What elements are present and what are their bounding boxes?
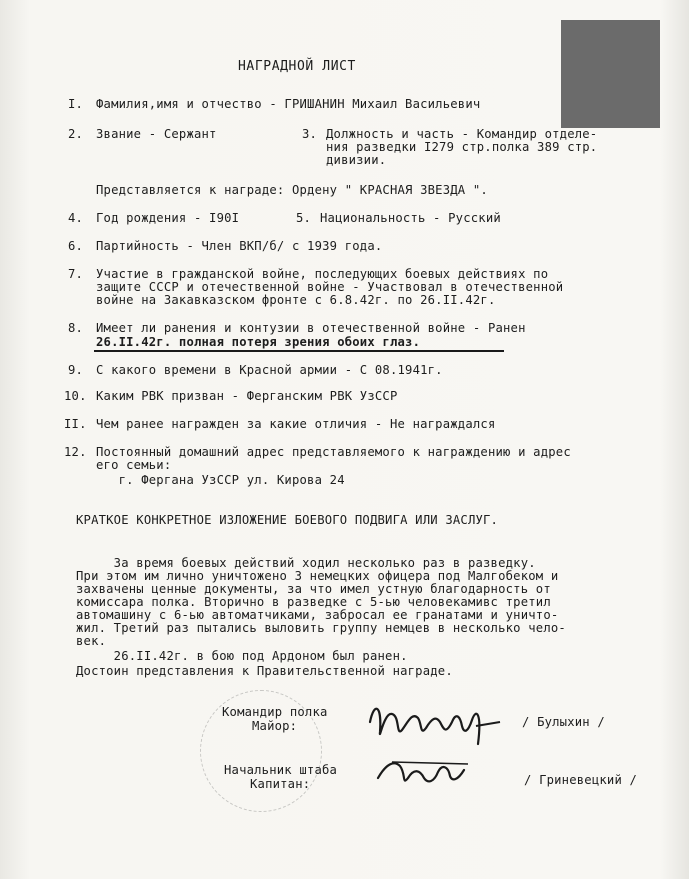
item-3-line: Должность и часть - Командир отделе- xyxy=(326,127,598,141)
narrative-line: автомашину с 6-ью автоматчиками, забросал ее гранатами и уничто- xyxy=(76,608,559,622)
signatory-rank: Капитан: xyxy=(250,777,311,791)
signatory-role: Начальник штаба xyxy=(224,763,338,777)
item-number: 10. xyxy=(64,389,87,403)
narrative-line: комиссара полка. Вторично в разведке с 5-ью человекамивс третил xyxy=(76,595,551,609)
underline xyxy=(94,350,504,352)
item-2-line: Звание - Сержант xyxy=(96,127,217,141)
item-number: 4. xyxy=(68,211,84,225)
item-11-line: Чем ранее награжден за какие отличия - Не награждался xyxy=(96,417,496,431)
item-7-line: Участие в гражданской войне, последующих боевых действиях по xyxy=(96,267,549,281)
narrative-line: За время боевых действий ходил несколько раз в разведку. xyxy=(76,556,536,570)
item-number: 9. xyxy=(68,363,84,377)
item-12-line: Постоянный домашний адрес представляемого к награждению и адрес xyxy=(96,445,571,459)
item-number: I. xyxy=(68,97,84,111)
chief-of-staff-signature xyxy=(372,752,482,792)
item-12-line: г. Фергана УзССР ул. Кирова 24 xyxy=(96,473,345,487)
item-number: 5. xyxy=(296,211,312,225)
item-9-line: С какого времени в Красной армии - С 08.1941г. xyxy=(96,363,443,377)
narrative-line: 26.II.42г. в бою под Ардоном был ранен. xyxy=(76,649,408,663)
document-title: НАГРАДНОЙ ЛИСТ xyxy=(238,59,356,74)
narrative-line: жил. Третий раз пытались выловить группу немцев в несколько чело- xyxy=(76,621,566,635)
item-number: 3. xyxy=(302,127,318,141)
section-heading: КРАТКОЕ КОНКРЕТНОЕ ИЗЛОЖЕНИЕ БОЕВОГО ПОДВИГА ИЛИ ЗАСЛУГ. xyxy=(76,513,499,527)
redacted-photo-box xyxy=(561,20,660,128)
item-number: 8. xyxy=(68,321,84,335)
item-number: 12. xyxy=(64,445,87,459)
item-number: II. xyxy=(64,417,87,431)
item-12-line: его семьи: xyxy=(96,458,172,472)
item-7-line: войне на Закавказском фронте с 6.8.42г. по 26.II.42г. xyxy=(96,293,496,307)
item-7-line: защите СССР и отечественной войне - Участвовал в отечественной xyxy=(96,280,564,294)
item-6-line: Партийность - Член ВКП/б/ с 1939 года. xyxy=(96,239,383,253)
signatory-name: / Булыхин / xyxy=(522,715,605,729)
signatory-name: / Гриневецкий / xyxy=(524,773,638,787)
item-10-line: Каким РВК призван - Ферганским РВК УзССР xyxy=(96,389,398,403)
item-4-line: Год рождения - I90I xyxy=(96,211,240,225)
item-5-line: Национальность - Русский xyxy=(320,211,501,225)
item-8-line: 26.II.42г. полная потеря зрения обоих глаз. xyxy=(96,335,421,349)
item-number: 6. xyxy=(68,239,84,253)
item-3-line: ния разведки I279 стр.полка 389 стр. xyxy=(326,140,598,154)
narrative-line: век. xyxy=(76,634,107,648)
award-nomination-line: Представляется к награде: Ордену " КРАСНАЯ ЗВЕЗДА ". xyxy=(96,183,488,197)
item-number: 2. xyxy=(68,127,84,141)
item-3-line: дивизии. xyxy=(326,153,387,167)
narrative-line: Достоин представления к Правительственной награде. xyxy=(76,664,453,678)
narrative-line: При этом им лично уничтожено 3 немецких офицера под Малгобеком и xyxy=(76,569,559,583)
signatory-role: Командир полка xyxy=(222,705,328,719)
item-number: 7. xyxy=(68,267,84,281)
item-1-line: Фамилия,имя и отчество - ГРИШАНИН Михаил Васильевич xyxy=(96,97,481,111)
narrative-line: захвачены ценные документы, за что имел устную благодарность от xyxy=(76,582,551,596)
signatory-rank: Майор: xyxy=(252,719,298,733)
commander-signature xyxy=(360,692,510,752)
item-8-line: Имеет ли ранения и контузии в отечественной войне - Ранен xyxy=(96,321,526,335)
